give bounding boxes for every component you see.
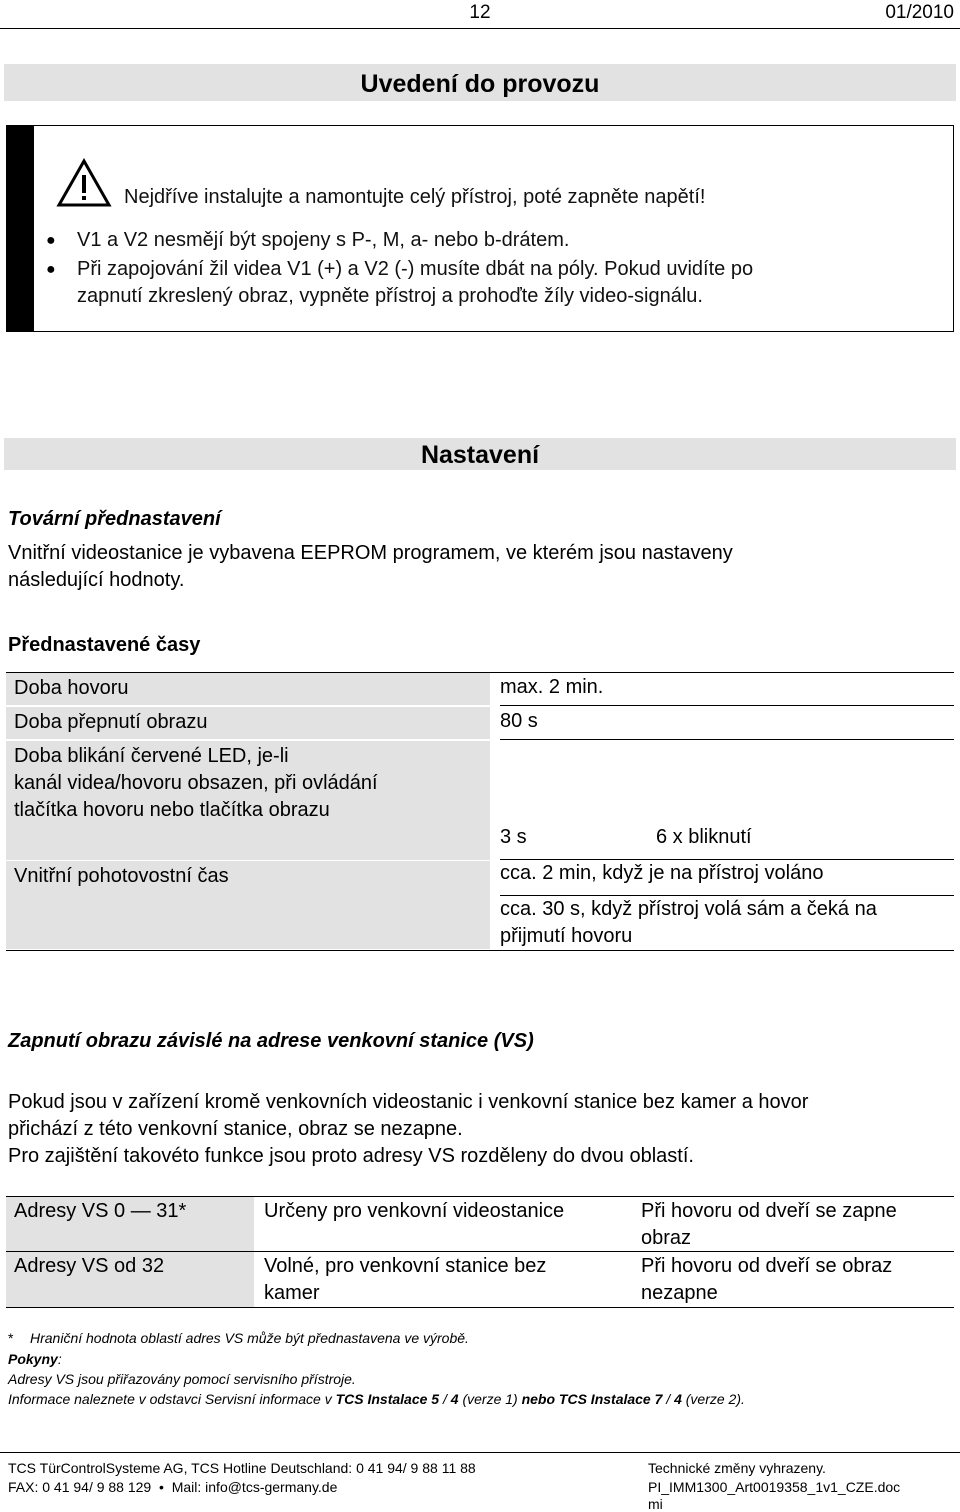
- footer-right-3: mi: [648, 1496, 663, 1512]
- footer-left-2: [8, 1479, 337, 1495]
- note-line-2e: (verze 1): [458, 1391, 522, 1407]
- table-row: [6, 860, 954, 950]
- note-line-1: Adresy VS jsou přiřazovány pomocí servisního přístroje.: [8, 1371, 356, 1387]
- note-line-2a: Informace naleznete v odstavci Servisní informace v: [8, 1391, 336, 1407]
- cell-value: 80 s: [500, 710, 538, 732]
- cell-value-secondary: 6 x bliknutí: [656, 826, 752, 848]
- footer-mail: Mail: info@tcs-germany.de: [171, 1479, 338, 1495]
- footer-right-1: Technické změny vyhrazeny.: [648, 1460, 826, 1476]
- address-row1-col1: Adresy VS 0 — 31*: [14, 1200, 187, 1222]
- table-row: [6, 672, 954, 706]
- page-number: 12: [469, 2, 491, 23]
- cell-label: Doba přepnutí obrazu: [6, 707, 490, 739]
- table-rule: [6, 950, 954, 951]
- intro-line-1: Vnitřní videostanice je vybavena EEPROM programem, ve kterém jsou nastaveny: [8, 542, 733, 564]
- section3-p2: Pro zajištění takovéto funkce jsou proto adresy VS rozděleny do dvou oblastí.: [8, 1145, 694, 1167]
- footer-right-2: PI_IMM1300_Art0019358_1v1_CZE.doc: [648, 1479, 901, 1495]
- footnote-star: *: [8, 1330, 14, 1346]
- note-line-2b: TCS Instalace 5: [335, 1391, 440, 1407]
- table-row: [6, 740, 954, 860]
- footer-sep: •: [159, 1479, 164, 1495]
- warning-bullet-2-cont: zapnutí zkreslený obraz, vypněte přístroj a prohoďte žíly video-signálu.: [77, 285, 703, 307]
- bullet-dot-2: ●: [46, 261, 56, 278]
- header-date: 01/2010: [885, 2, 954, 23]
- bullet-dot-1: ●: [46, 232, 56, 249]
- table-row: [6, 706, 954, 740]
- note-line-2d: 4: [450, 1391, 459, 1407]
- times-heading: Přednastavené časy: [8, 634, 201, 656]
- warning-triangle-icon: [56, 158, 112, 208]
- warning-exclamation: !: [12, 208, 20, 233]
- footer-rule: [0, 1452, 960, 1453]
- pokyny-label: Pokyny: [8, 1351, 58, 1367]
- section3-p1-line1: Pokud jsou v zařízení kromě venkovních videostanic i venkovní stanice bez kamer a hovor: [8, 1091, 809, 1113]
- footnote-text: Hraniční hodnota oblastí adres VS může být přednastavena ve výrobě.: [30, 1330, 469, 1346]
- table-rule: [500, 895, 954, 896]
- pokyny-heading: [8, 1351, 62, 1367]
- note-line-2c: /: [439, 1391, 451, 1407]
- address-row2-col2: Volné, pro venkovní stanice bez: [264, 1255, 547, 1277]
- table-rule: [6, 1251, 954, 1252]
- section-title-nastaveni: Nastavení: [4, 438, 956, 470]
- cell-value: 3 s: [500, 826, 527, 848]
- cell-value: max. 2 min.: [500, 676, 604, 698]
- address-row1-col3-cont: obraz: [641, 1227, 692, 1249]
- cell-value: cca. 2 min, když je na přístroj voláno: [500, 862, 824, 884]
- table-rule: [6, 1307, 954, 1308]
- cell-label-line: kanál videa/hovoru obsazen, při ovládání: [14, 772, 378, 794]
- address-row2-col1: Adresy VS od 32: [14, 1255, 165, 1277]
- header-rule: [0, 28, 960, 29]
- warning-main-text: Nejdříve instalujte a namontujte celý přístroj, poté zapněte napětí!: [124, 186, 706, 208]
- address-row2-col2-cont: kamer: [264, 1282, 320, 1304]
- footer-left-1: TCS TürControlSysteme AG, TCS Hotline Deutschland: 0 41 94/ 9 88 11 88: [8, 1460, 476, 1476]
- cell-label: Vnitřní pohotovostní čas: [6, 861, 490, 949]
- address-row1-col2: Určeny pro venkovní videostanice: [264, 1200, 565, 1222]
- cell-label-line: tlačítka hovoru nebo tlačítka obrazu: [14, 799, 330, 821]
- subtitle-tovarni: Tovární přednastavení: [8, 508, 221, 530]
- intro-line-2: následující hodnoty.: [8, 569, 185, 591]
- warning-bar: [6, 125, 34, 332]
- note-line-2g: /: [662, 1391, 675, 1407]
- address-row2-col3-cont: nezapne: [641, 1282, 718, 1304]
- address-row2-col3: Při hovoru od dveří se obraz: [641, 1255, 893, 1277]
- section-title-uvedeni: Uvedení do provozu: [4, 64, 956, 101]
- address-row1-col3: Při hovoru od dveří se zapne: [641, 1200, 897, 1222]
- pokyny-colon: :: [57, 1351, 62, 1367]
- cell-label-line: Doba blikání červené LED, je-li: [14, 745, 289, 767]
- note-line-2h: 4: [674, 1391, 682, 1407]
- note-line-2: [8, 1391, 745, 1407]
- cell-label: Doba hovoru: [6, 673, 490, 705]
- cell-label: [6, 741, 490, 860]
- cell-value: cca. 30 s, když přístroj volá sám a čeká na: [500, 898, 877, 920]
- section3-title: Zapnutí obrazu závislé na adrese venkovní stanice (VS): [8, 1030, 534, 1052]
- note-line-2i: (verze 2).: [681, 1391, 745, 1407]
- section3-p1-line2: přichází z této venkovní stanice, obraz se nezapne.: [8, 1118, 463, 1140]
- cell-value: přijmutí hovoru: [500, 925, 633, 947]
- warning-bullet-1: V1 a V2 nesmějí být spojeny s P-, M, a- nebo b-drátem.: [77, 229, 570, 251]
- warning-bullet-2: Při zapojování žil videa V1 (+) a V2 (-) musíte dbát na póly. Pokud uvidíte po: [77, 258, 754, 280]
- note-line-2f: nebo TCS Instalace 7: [521, 1391, 663, 1407]
- footer-fax: FAX: 0 41 94/ 9 88 129: [8, 1479, 152, 1495]
